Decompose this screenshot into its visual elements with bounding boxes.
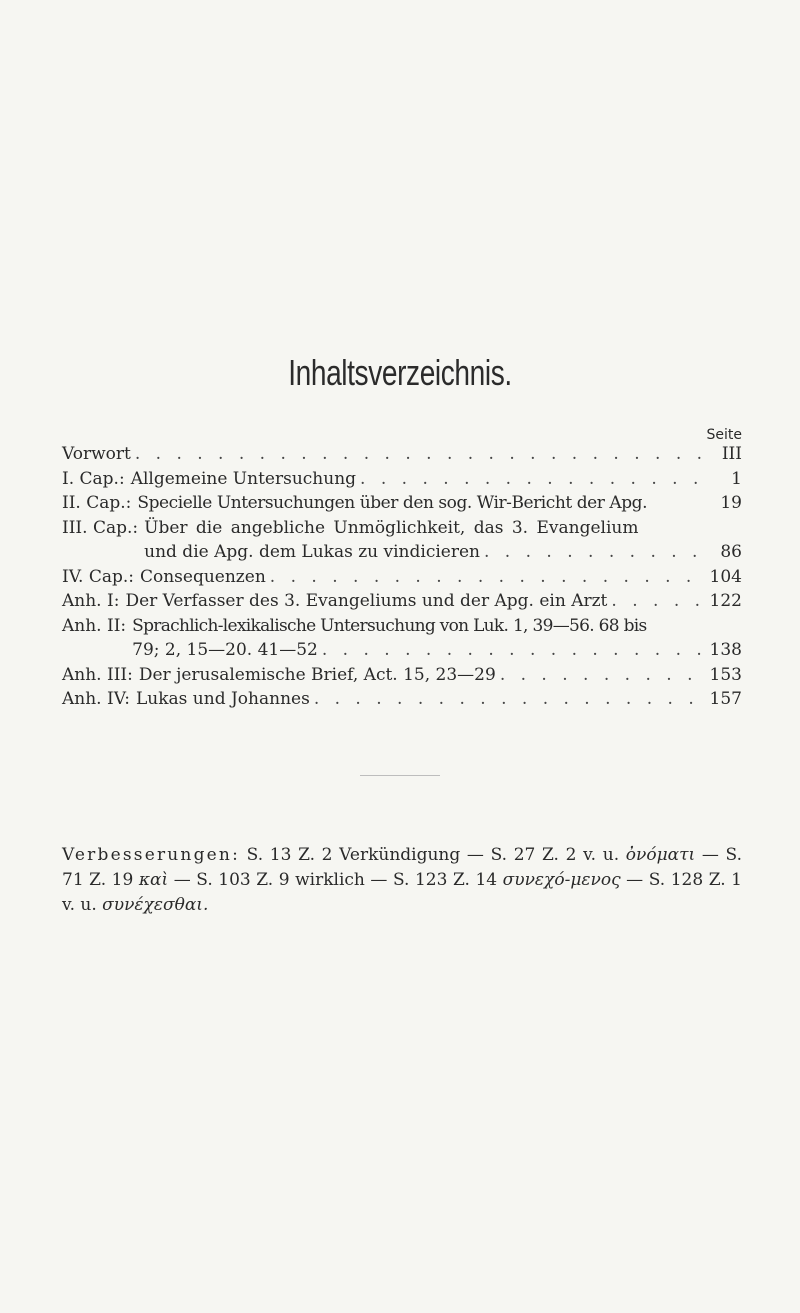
toc-entry-appendix-3 [62, 663, 742, 688]
toc-entry-page: 86 [720, 542, 742, 562]
toc-entry-title-continued: und die Apg. dem Lukas zu vindicieren [144, 542, 480, 562]
toc-entry-label: IV. Cap.: [62, 566, 134, 587]
toc-entry-label: Anh. II: [62, 615, 127, 636]
toc-entry-page: 104 [709, 566, 742, 587]
errata-greek-word: καὶ [138, 870, 169, 890]
toc-entry-title: Lukas und Johannes [136, 689, 310, 709]
leader-dots [360, 467, 710, 492]
leader-dots [500, 663, 706, 688]
toc-entry-page: 153 [709, 664, 742, 685]
toc-entry-label: Anh. I: [62, 591, 120, 611]
toc-entry-title: Der jerusalemische Brief, Act. 15, 23—29 [138, 664, 496, 685]
errata-text: S. 13 Z. 2 Verkündigung — S. 27 Z. 2 v. u. [246, 845, 620, 865]
leader-dots [135, 442, 710, 467]
toc-entry-page: III [721, 444, 742, 464]
toc-entry-label: Anh. III: [62, 664, 133, 685]
toc-entry-appendix-1 [62, 589, 742, 614]
toc-entry-chapter-1 [62, 467, 742, 492]
toc-entry-page: 157 [709, 689, 742, 709]
toc-entry-title: Der Verfasser des 3. Evangeliums und der Apg. ein Arzt [125, 591, 608, 611]
page-title: Inhaltsverzeichnis. [288, 352, 512, 393]
table-of-contents [62, 425, 742, 712]
toc-entry-label: III. Cap.: [62, 517, 139, 538]
page-column-header: Seite [706, 427, 742, 443]
section-divider [360, 775, 440, 776]
toc-entry-appendix-4 [62, 687, 742, 712]
errata-text: — S. 128 Z. 1 v. u. [62, 870, 742, 915]
toc-entry-page: 138 [709, 640, 742, 660]
toc-entry-page: 1 [731, 468, 742, 489]
leader-dots [611, 589, 705, 614]
toc-entry-appendix-2 [62, 614, 742, 663]
errata-text: — S. 103 Z. 9 wirklich — S. 123 Z. 14 [173, 870, 498, 890]
toc-entry-chapter-2 [62, 491, 742, 516]
errata-paragraph [62, 843, 742, 918]
toc-entry-title: Sprachlich-lexikalische Untersuchung von Luk. 1, 39—56. 68 bis [132, 615, 647, 636]
leader-dots [484, 540, 710, 565]
toc-entry-page: 122 [709, 591, 742, 611]
toc-entry-title: Consequenzen [139, 566, 266, 587]
errata-greek-word: συνεχό-μενος [502, 870, 621, 890]
errata-greek-word: ὀνόματι [625, 845, 696, 865]
leader-dots [314, 687, 706, 712]
leader-dots [322, 638, 706, 663]
toc-entry-title: Allgemeine Untersuchung [130, 468, 357, 489]
toc-entry-title: Vorwort [62, 444, 131, 464]
toc-entry-page: 19 [720, 493, 742, 513]
errata-heading: Verbesserungen: [62, 845, 240, 865]
toc-entry-title: Über die angebliche Unmöglichkeit, das 3. Evangelium [144, 517, 639, 538]
toc-entry-title-continued: 79; 2, 15—20. 41—52 [132, 640, 318, 660]
toc-entry-chapter-3 [62, 516, 742, 565]
toc-entry-label: I. Cap.: [62, 468, 125, 489]
toc-entry-vorwort [62, 442, 742, 467]
leader-dots [270, 565, 706, 590]
toc-entry-label: II. Cap.: [62, 493, 132, 513]
errata-greek-word: συνέχεσθαι. [102, 895, 209, 915]
toc-entry-title: Specielle Untersuchungen über den sog. Wir-Bericht der Apg. [137, 493, 648, 513]
errata-text: — S. 71 Z. 19 [62, 845, 742, 890]
toc-entry-label: Anh. IV: [62, 689, 130, 709]
toc-entry-chapter-4 [62, 565, 742, 590]
